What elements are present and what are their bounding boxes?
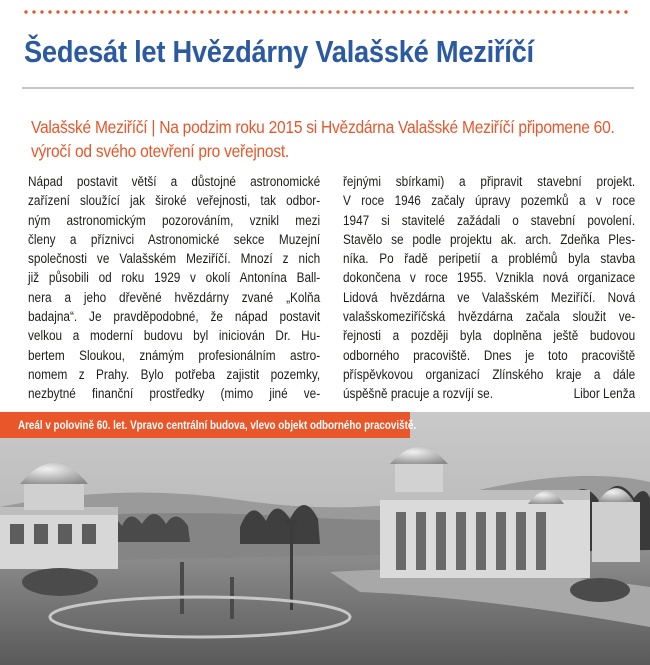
body-line: valašskomeziříčská hvězdárna začala sloužit ve- <box>343 309 636 325</box>
observatory-photo <box>0 412 650 665</box>
body-line: velkou a moderní budovu byl iniciován Dr. Hu- <box>28 328 321 344</box>
body-line: ným astronomickým pozorováním, vznikl mezi <box>28 212 321 228</box>
body-line: řejnosti a později byla doplněna ještě budovou <box>343 328 636 344</box>
observatory-photo-illustration <box>0 412 650 665</box>
body-line: bertem Sloukou, známým profesionálním astro- <box>28 347 321 363</box>
article-title: Šedesát let Hvězdárny Valašské Meziříčí <box>24 34 534 69</box>
body-line: již působili od roku 1929 v okolí Antonína Ball- <box>28 270 321 286</box>
body-line: badajna“. Je pravděpodobné, že nápad postavit <box>28 309 321 325</box>
body-column-2 <box>343 172 635 404</box>
body-line: nomem z Prahy. Bylo potřeba zajistit pozemky, <box>28 366 321 382</box>
article-lead: Valašské Meziříčí | Na podzim roku 2015 si Hvězdárna Valašské Meziříčí připomene 60. výročí od svého otevření pro veřejnost. <box>31 117 615 161</box>
photo-caption-text: Areál v polovině 60. let. Vpravo centrální budova, vlevo objekt odborného pracoviště. <box>18 418 417 432</box>
body-line: V roce 1946 začaly úpravy pozemků a v roce <box>343 193 636 209</box>
body-column-1 <box>28 172 320 404</box>
title-divider <box>22 87 634 89</box>
body-line: Nápad postavit větší a důstojné astronomické <box>28 174 321 189</box>
body-line: nera a jeho dřevěné hvězdárny zvané „Kolňa <box>28 289 321 305</box>
body-line: příspěvkovou organizací Zlínského kraje a dále <box>343 366 636 382</box>
author-signoff: Libor Lenža <box>573 386 636 402</box>
body-line: níka. Po řadě peripetií a problémů byla stavba <box>343 251 636 267</box>
body-line: nezbytné finanční prostředky (mimo jiné ve- <box>28 386 321 402</box>
body-line: dokončena v roce 1955. Vznikla nová organizace <box>343 270 636 286</box>
body-line-text: úspěšně pracuje a rozvíjí se. <box>343 386 493 402</box>
body-line: řejnými sbírkami) a připravit stavební projekt. <box>343 174 636 189</box>
decorative-dot-rule <box>22 8 632 16</box>
body-line: společnosti ve Valašském Meziříčí. Mnozí z nich <box>28 251 321 267</box>
body-line: Lidová hvězdárna ve Valašském Meziříčí. Nová <box>343 289 636 305</box>
body-line-last <box>343 384 635 403</box>
body-line: členy a příznivci Astronomické sekce Muzejní <box>28 231 321 247</box>
body-line: 1947 si stavitelé zažádali o stavební povolení. <box>343 212 636 228</box>
article-body <box>28 172 638 404</box>
photo-caption <box>0 412 417 438</box>
body-line: zařízení sloužící jak široké veřejnosti, tak odbor- <box>28 193 321 209</box>
body-line: odborného pracoviště. Dnes je toto pracoviště <box>343 347 636 363</box>
body-line: Stavělo se podle projektu ak. arch. Zdeňka Ples- <box>343 231 636 247</box>
